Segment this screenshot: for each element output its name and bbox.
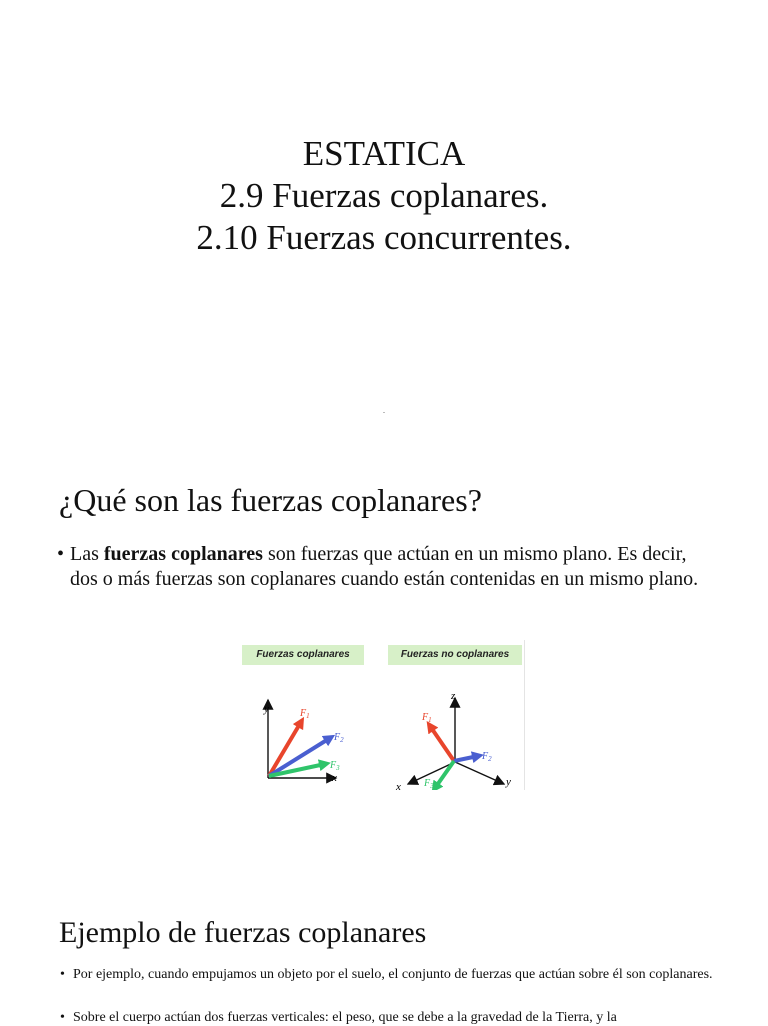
bullet-rest: son fuerzas que actúan en un mismo plano. Es decir, dos o más fuerzas son coplanares cuando están contenidas en un mismo plano. — [70, 543, 699, 590]
example-slide — [0, 870, 768, 1024]
force-f1-label: $F_1$ — [300, 708, 310, 720]
title-line-3: 2.10 Fuerzas concurrentes. — [196, 218, 572, 257]
slide-heading: Ejemplo de fuerzas coplanares — [59, 916, 427, 949]
force-f3-vector-3d — [435, 761, 454, 788]
bullet-item — [60, 1009, 720, 1026]
bullet-dot: • — [60, 1010, 65, 1025]
force-f2-label-3d: $F_2$ — [482, 751, 492, 763]
title-slide — [0, 0, 768, 420]
title-line-2: 2.9 Fuerzas coplanares. — [219, 176, 549, 215]
title-line-1: ESTATICA — [302, 134, 466, 173]
bullet-bold-term: fuerzas coplanares — [103, 543, 263, 565]
force-f1-vector-3d — [430, 726, 454, 761]
z-axis-label: z — [451, 690, 456, 702]
bullet-item — [57, 542, 717, 592]
force-f1-label-3d: $F_1$ — [422, 712, 432, 724]
force-f2-label: $F_2$ — [334, 732, 344, 744]
y-axis-3d-label: y — [506, 776, 511, 788]
x-axis-label: x — [332, 772, 337, 784]
force-f2-vector-3d — [454, 756, 478, 761]
bullet-dot: • — [57, 543, 65, 565]
slide-divider-mark — [383, 412, 385, 413]
bullet-text — [70, 542, 717, 592]
non-coplanar-panel — [395, 690, 511, 790]
y-axis-label: y — [264, 703, 269, 715]
force-f3-label-3d: $F_3$ — [424, 778, 434, 790]
bullet-text: Por ejemplo, cuando empujamos un objeto por el suelo, el conjunto de fuerzas que actúan sobre él son coplanares. — [73, 967, 713, 982]
bullet-prefix: Las — [70, 543, 104, 565]
coplanar-panel — [263, 700, 344, 784]
non-coplanar-label: Fuerzas no coplanares — [388, 645, 522, 665]
force-f3-label: $F_3$ — [330, 760, 340, 772]
coplanar-label: Fuerzas coplanares — [242, 645, 364, 665]
title-block — [0, 133, 768, 259]
bullet-dot: • — [60, 967, 65, 982]
bullet-text: Sobre el cuerpo actúan dos fuerzas verticales: el peso, que se debe a la gravedad de la Tierra, y la — [73, 1010, 617, 1025]
forces-diagram — [238, 640, 526, 790]
y-axis-3d — [455, 762, 504, 784]
bullet-item — [60, 966, 720, 983]
forces-figure — [238, 640, 526, 790]
slide-heading: ¿Qué son las fuerzas coplanares? — [59, 482, 482, 518]
x-axis-3d-label: x — [396, 781, 401, 790]
definition-slide — [0, 420, 768, 870]
